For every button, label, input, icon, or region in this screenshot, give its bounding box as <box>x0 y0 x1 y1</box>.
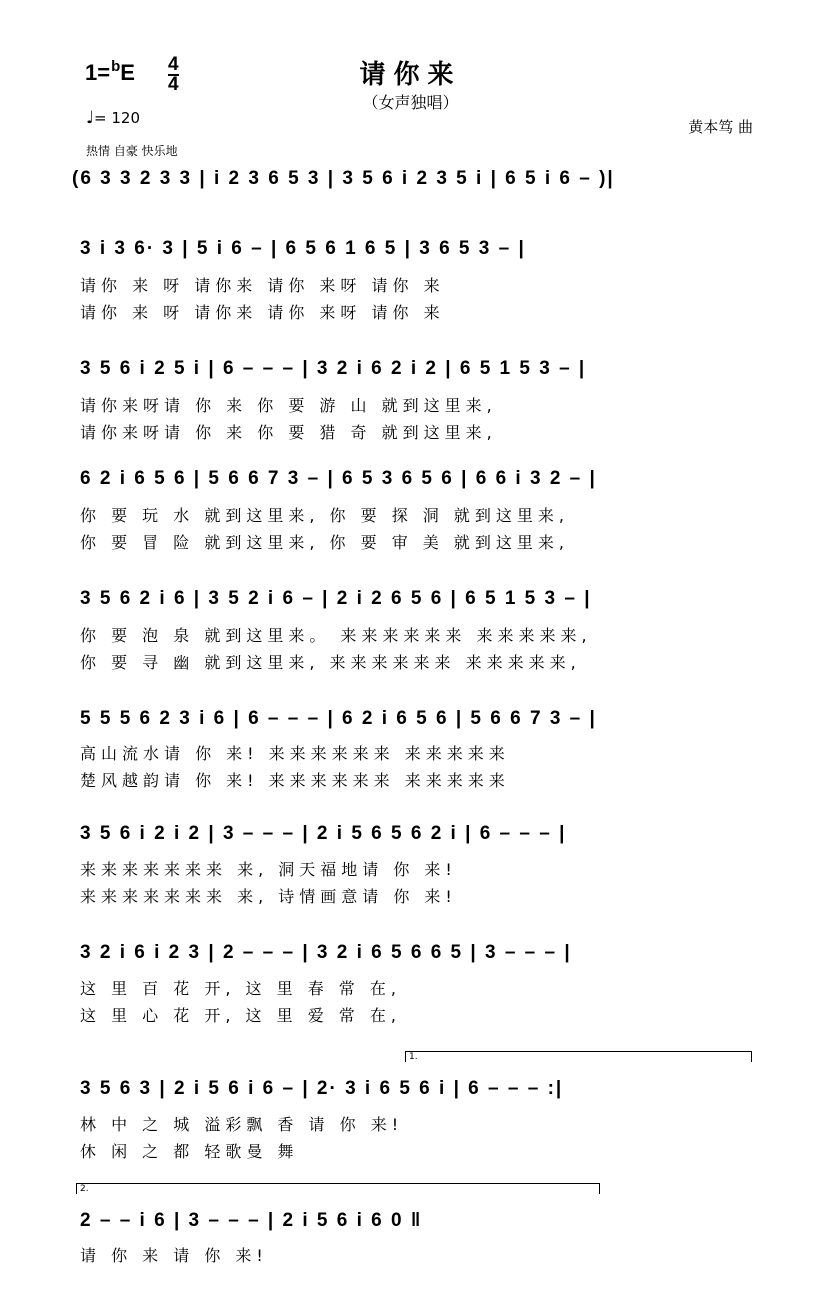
ending-number: 1. <box>409 1052 418 1062</box>
tempo-value: = 120 <box>94 109 140 127</box>
notation-line: 6 2 i 6 5 6 | 5 6 6 7 3 – | 6 5 3 6 5 6 | 6 6 i 3 2 – | <box>80 468 597 489</box>
song-subtitle: （女声独唱） <box>362 93 459 112</box>
notation-line: 3 i 3 6· 3 | 5 i 6 – | 6 5 6 1 6 5 | 3 6 5 3 – | <box>80 238 526 259</box>
lyric-verse-2: 来来来来来来来 来, 诗情画意请 你 来! <box>80 887 457 906</box>
lyric-verse-1: 你 要 泡 泉 就到这里来。 来来来来来来 来来来来来, <box>80 626 592 645</box>
notation-line: 3 5 6 i 2 5 i | 6 – – – | 3 2 i 6 2 i 2 | 6 5 1 5 3 – | <box>80 358 587 379</box>
lyric-verse-2: 请你来呀请 你 来 你 要 猎 奇 就到这里来, <box>80 423 497 442</box>
notation-line: (6 3 3 2 3 3 | i 2 3 6 5 3 | 3 5 6 i 2 3 5 i | 6 5 i 6 – )| <box>72 168 615 189</box>
time-signature-bottom: 4 <box>168 74 179 95</box>
notation-line: 3 5 6 i 2 i 2 | 3 – – – | 2 i 5 6 5 6 2 i | 6 – – – | <box>80 823 567 844</box>
time-signature-top: 4 <box>168 54 179 75</box>
notation-line: 5 5 5 6 2 3 i 6 | 6 – – – | 6 2 i 6 5 6 | 5 6 6 7 3 – | <box>80 708 597 729</box>
expression-marking: 热情 自豪 快乐地 <box>86 144 178 158</box>
key-signature <box>85 58 135 86</box>
composer-credit: 黄本笃 曲 <box>688 118 753 136</box>
quarter-note-icon: ♩ <box>86 108 95 128</box>
flat-sign: b <box>111 58 121 75</box>
notation-line: 2 – – i 6 | 3 – – – | 2 i 5 6 i 6 0 ‖ <box>80 1210 423 1231</box>
lyric-verse-2: 你 要 冒 险 就到这里来, 你 要 审 美 就到这里来, <box>80 533 569 552</box>
key-note: E <box>120 60 135 85</box>
tempo-marking <box>86 108 140 128</box>
lyric-verse-1: 请 你 来 请 你 来! <box>80 1246 268 1265</box>
song-title: 请你来 <box>359 60 462 90</box>
notation-line: 3 2 i 6 i 2 3 | 2 – – – | 3 2 i 6 5 6 6 5 | 3 – – – | <box>80 942 572 963</box>
time-signature <box>168 56 179 94</box>
lyric-verse-1: 请你 来 呀 请你来 请你 来呀 请你 来 <box>80 276 445 295</box>
lyric-verse-1: 请你来呀请 你 来 你 要 游 山 就到这里来, <box>80 396 497 415</box>
lyric-verse-1: 林 中 之 城 溢彩飘 香 请 你 来! <box>80 1115 404 1134</box>
lyric-verse-1: 来来来来来来来 来, 洞天福地请 你 来! <box>80 860 457 879</box>
lyric-verse-1: 你 要 玩 水 就到这里来, 你 要 探 洞 就到这里来, <box>80 506 569 525</box>
lyric-verse-2: 请你 来 呀 请你来 请你 来呀 请你 来 <box>80 303 445 322</box>
lyric-verse-2: 休 闲 之 都 轻歌曼 舞 <box>80 1142 299 1161</box>
key-prefix: 1= <box>85 60 111 85</box>
lyric-verse-1: 这 里 百 花 开, 这 里 春 常 在, <box>80 979 401 998</box>
lyric-verse-2: 这 里 心 花 开, 这 里 爱 常 在, <box>80 1006 401 1025</box>
lyric-verse-1: 高山流水请 你 来! 来来来来来来 来来来来来 <box>80 744 510 763</box>
second-ending-bracket <box>76 1183 600 1194</box>
notation-line: 3 5 6 3 | 2 i 5 6 i 6 – | 2· 3 i 6 5 6 i | 6 – – – :| <box>80 1078 564 1099</box>
lyric-verse-2: 你 要 寻 幽 就到这里来, 来来来来来来 来来来来来, <box>80 653 581 672</box>
lyric-verse-2: 楚风越韵请 你 来! 来来来来来来 来来来来来 <box>80 771 510 790</box>
notation-line: 3 5 6 2 i 6 | 3 5 2 i 6 – | 2 i 2 6 5 6 | 6 5 1 5 3 – | <box>80 588 592 609</box>
ending-number: 2. <box>80 1184 89 1194</box>
first-ending-bracket <box>405 1051 752 1062</box>
